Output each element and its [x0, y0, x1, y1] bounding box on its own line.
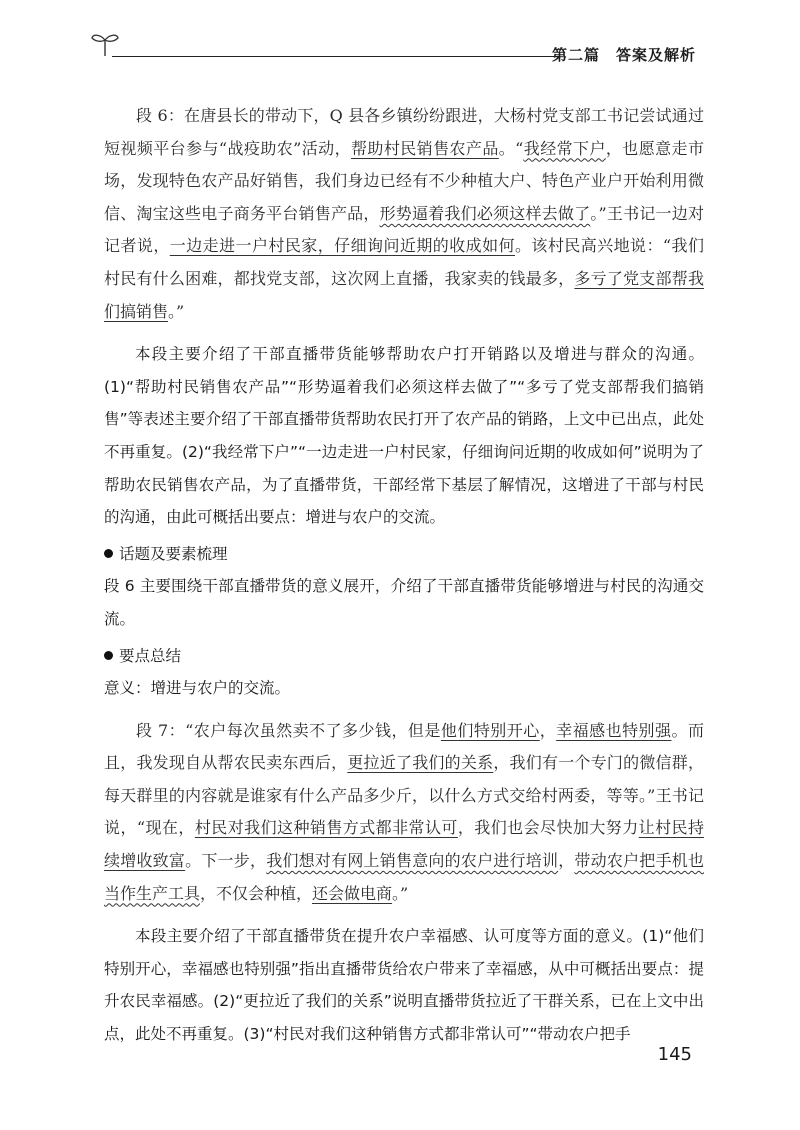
- underlined-phrase: 他们特别开心: [440, 720, 540, 740]
- paragraph-7: 段 7：“农户每次虽然卖不了多少钱，但是他们特别开心，幸福感也特别强。而且，我发现自从帮农民卖东西后，更拉近了我们的关系，我们有一个专门的微信群，每天群里的内容就是谁家有什么产品多少斤，以什么方式交给村两委，等等。”王书记说，“现在，村民对我们这种销售方式都非常认可，我们也会尽快加大努力让村民持续增收致富。下一步，我们想对有网上销售意向的农户进行培训，带动农户把手机也当作生产工具，不仅会种植，还会做电商。”: [104, 720, 704, 903]
- underlined-phrase: 还会做电商: [312, 883, 393, 903]
- underlined-phrase: 带动农户把手机也当作生产工具: [104, 851, 704, 903]
- underlined-phrase: 更拉近了我们的关系: [347, 753, 494, 773]
- analysis-6: 本段主要介绍了干部直播带货能够帮助农户打开销路以及增进与群众的沟通。(1)“帮助村民销售农产品”“形势逼着我们必须这样去做了”“多亏了党支部帮我们搞销售”等表述主要介绍了干部直播带货帮助农民打开了农产品的销路，上文中已出点，此处不再重复。(2)“我经常下户”“一边走进一户村民家，仔细询问近期的收成如何”说明为了帮助农民销售农产品，为了直播带货，干部经常下基层了解情况，这增进了干部与村民的沟通，由此可概括出要点：增进与农户的交流。: [104, 345, 704, 527]
- summary-heading: 要点总结: [104, 640, 704, 673]
- underlined-phrase: 我经常下户: [523, 138, 606, 158]
- underlined-phrase: 让村民持续增收致富: [104, 818, 704, 871]
- underlined-phrase: 帮助村民销售农产品: [351, 138, 499, 158]
- header-rule: [112, 56, 560, 57]
- topic-heading: 话题及要素梳理: [104, 538, 704, 571]
- bullet-icon: [104, 549, 113, 558]
- underlined-phrase: 我们想对有网上销售意向的农户进行培训: [266, 851, 559, 871]
- underlined-phrase: 形势逼着我们必须这样去做了: [379, 203, 591, 223]
- page-content: [104, 100, 704, 1051]
- sprout-icon: [90, 28, 120, 58]
- underlined-phrase: 多亏了党支部帮我们搞销售: [104, 268, 704, 321]
- underlined-phrase: 幸福感也特别强: [556, 720, 672, 740]
- header-title: 第二篇 答案及解析: [551, 46, 696, 64]
- paragraph-6: 段 6：在唐县长的带动下，Q 县各乡镇纷纷跟进，大杨村党支部工书记尝试通过短视频平台参与“战疫助农”活动，帮助村民销售农产品。“我经常下户，也愿意走市场，发现特色农产品好销售，我们身边已经有不少种植大户、特色产业户开始利用微信、淘宝这些电子商务平台销售产品，形势逼着我们必须这样去做了。”王书记一边对记者说，一边走进一户村民家，仔细询问近期的收成如何。该村民高兴地说：“我们村民有什么困难，都找党支部，这次网上直播，我家卖的钱最多，多亏了党支部帮我们搞销售。”: [104, 106, 704, 321]
- page-number: 145: [657, 1044, 692, 1065]
- summary-text: 意义：增进与农户的交流。: [104, 679, 291, 698]
- underlined-phrase: 村民对我们这种销售方式都非常认可: [194, 818, 458, 838]
- bullet-icon: [104, 651, 113, 660]
- analysis-7: 本段主要介绍了干部直播带货在提升农户幸福感、认可度等方面的意义。(1)“他们特别开心，幸福感也特别强”指出直播带货给农户带来了幸福感，从中可概括出要点：提升农民幸福感。(2)“更拉近了我们的关系”说明直播带货拉近了干群关系，已在上文中出点，此处不再重复。(3)“村民对我们这种销售方式都非常认可”“带动农户把手: [104, 927, 704, 1044]
- underlined-phrase: 一边走进一户村民家，仔细询问近期的收成如何: [169, 236, 515, 256]
- topic-text: 段 6 主要围绕干部直播带货的意义展开，介绍了干部直播带货能够增进与村民的沟通交流。: [104, 577, 704, 628]
